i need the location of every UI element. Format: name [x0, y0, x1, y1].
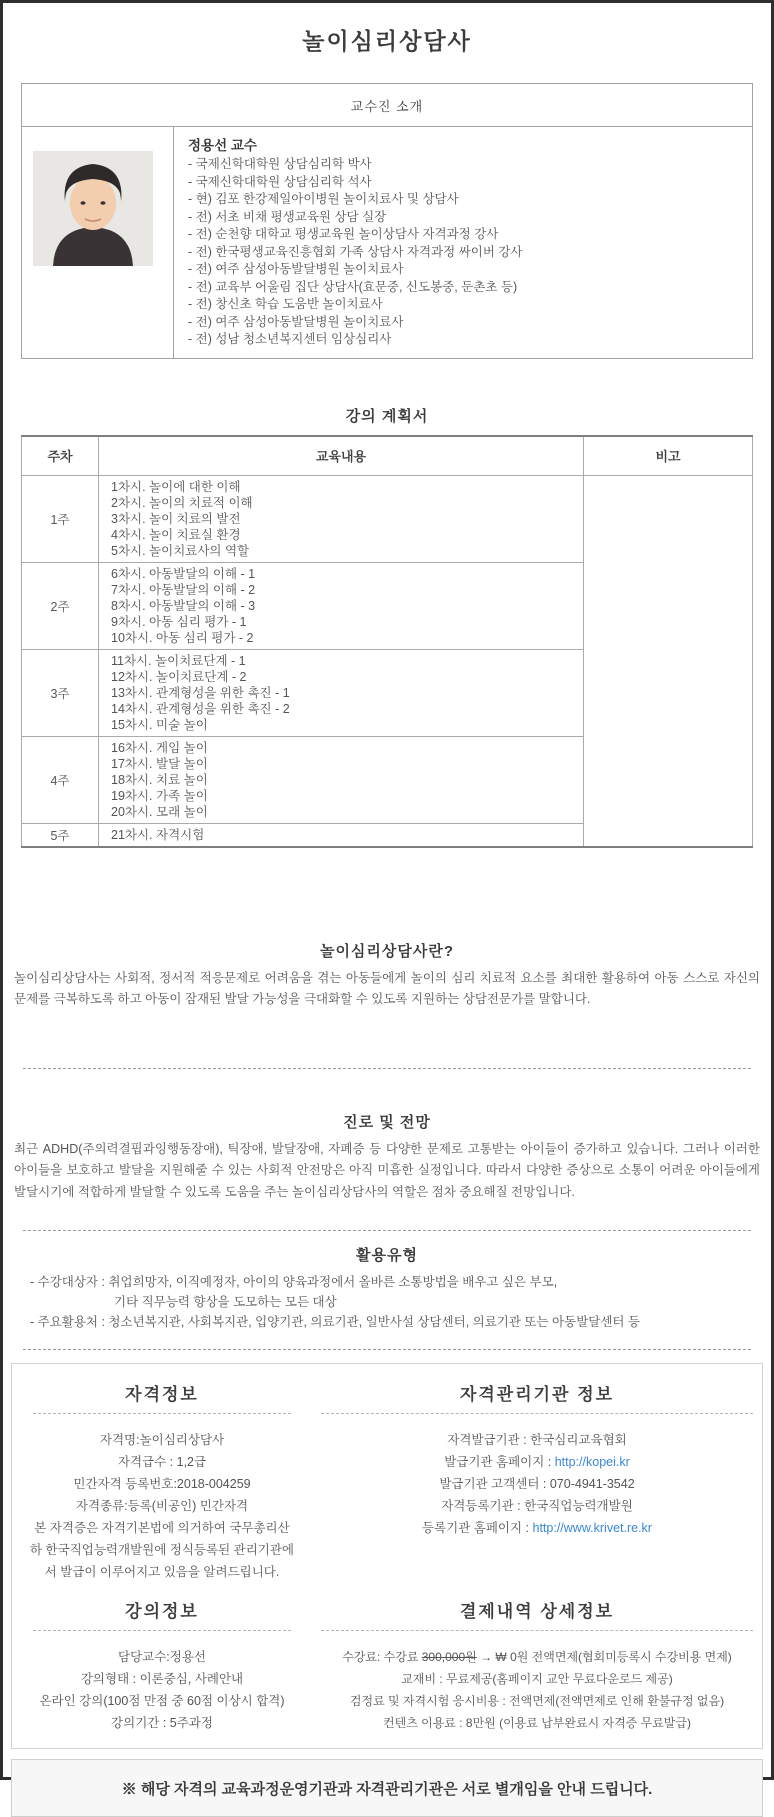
col-week: 주차 — [22, 436, 99, 476]
lesson-item: 16차시. 게임 놀이 — [111, 740, 208, 755]
about-title: 놀이심리상담사란? — [319, 942, 455, 960]
payment-section — [312, 1601, 762, 1734]
usage-line: 기타 직무능력 향상을 도모하는 모든 대상 — [114, 1295, 337, 1309]
payment-line: 검정료 및 자격시험 응시비용 : 전액면제(전액면제로 인해 환불규정 없음) — [349, 1694, 725, 1708]
lesson-item: 3차시. 놀이 치료의 발전 — [111, 511, 241, 526]
tuition-suffix: → ₩ 0원 전액면제(협회미등록시 수강비용 면제) — [476, 1650, 732, 1664]
col-content: 교육내용 — [99, 436, 584, 476]
professor-photo-cell — [22, 127, 174, 359]
content-cell — [99, 649, 584, 736]
org-label: 등록기관 홈페이지 : — [422, 1521, 533, 1535]
professor-name: 정용선 교수 — [188, 138, 257, 153]
career-line: - 국제신학대학원 상담심리학 박사 — [188, 157, 372, 171]
career-line: - 전) 순천향 대학교 평생교육원 놀이상담사 자격과정 강사 — [188, 227, 499, 241]
week-cell: 5주 — [22, 823, 99, 847]
content-cell — [99, 823, 584, 847]
lesson-item: 2차시. 놀이의 치료적 이해 — [111, 495, 253, 510]
separator — [23, 1068, 751, 1069]
usage-line: - 주요활용처 : 청소년복지관, 사회복지관, 입양기관, 의료기관, 일반사설 상담센터, 의료기관 또는 아동발달센터 등 — [30, 1315, 641, 1329]
cert-info-line: 자격급수 : 1,2급 — [117, 1455, 207, 1469]
week-cell: 2주 — [22, 562, 99, 649]
note-cell — [584, 475, 753, 847]
lesson-item: 6차시. 아동발달의 이해 - 1 — [111, 566, 256, 581]
faculty-table — [21, 83, 753, 359]
cert-info-title: 자격정보 — [125, 1385, 199, 1404]
payment-line: 컨텐츠 이용료 : 8만원 (이용료 납부완료시 자격증 무료발급) — [383, 1716, 691, 1730]
dashed-underline — [321, 1413, 753, 1414]
lesson-item: 21차시. 자격시험 — [111, 827, 205, 842]
cert-org-line — [312, 1429, 762, 1451]
syllabus-header-row — [22, 436, 753, 476]
syllabus-table — [21, 435, 753, 848]
cert-org-line — [312, 1517, 762, 1539]
week-cell: 1주 — [22, 475, 99, 562]
lesson-item: 15차시. 미술 놀이 — [111, 717, 208, 732]
dashed-underline — [33, 1630, 291, 1631]
org-value: 070-4941-3542 — [549, 1477, 635, 1491]
page-title: 놀이심리상담사 — [302, 28, 472, 54]
tuition-line — [312, 1646, 762, 1668]
lecture-info-line: 강의기간 : 5주과정 — [111, 1716, 213, 1730]
outlook-paragraph: 최근 ADHD(주의력결핍과잉행동장애), 틱장애, 발달장애, 자폐증 등 다양한 문제로 고통받는 아이들이 증가하고 있습니다. 그러나 이러한 아이들을 보호하고 발달을 지원해줄 수 있는 사회적 안전망은 아직 미흡한 실정입니다. 따라서 다양한 증상으로 소통이 어려운 아이들에게 발달시기에 적합하게 발달할 수 있도록 도움을 주는 놀이심리상담사의 역할은 점차 중요해질 전망입니다. — [14, 1141, 760, 1199]
lecture-info-line: 담당교수:정용선 — [118, 1650, 206, 1664]
lesson-item: 12차시. 놀이치료단계 - 2 — [111, 669, 247, 684]
cert-org-section — [312, 1384, 762, 1583]
lesson-item: 20차시. 모래 놀이 — [111, 804, 208, 819]
org-label: 발급기관 홈페이지 : — [444, 1455, 555, 1469]
about-paragraph: 놀이심리상담사는 사회적, 정서적 적응문제로 어려움을 겪는 아동들에게 놀이의 심리 치료적 요소를 최대한 활용하여 아동 스스로 자신의 문제를 극복하도록 하고 아동이 잠재된 발달 가능성을 극대화할 수 있도록 지원하는 상담전문가를 말합니다. — [14, 970, 760, 1006]
org-label: 자격발급기관 : — [447, 1433, 531, 1447]
lesson-item: 14차시. 관계형성을 위한 촉진 - 2 — [111, 701, 290, 716]
footer-notice-text: ※ 해당 자격의 교육과정운영기관과 자격관리기관은 서로 별개임을 안내 드립니다. — [121, 1780, 653, 1798]
cert-org-title: 자격관리기관 정보 — [459, 1385, 615, 1404]
career-line: - 전) 여주 삼성아동발달병원 놀이치료사 — [188, 262, 404, 276]
lesson-item: 19차시. 가족 놀이 — [111, 788, 208, 803]
lecture-info-section — [12, 1601, 312, 1734]
cert-org-line — [312, 1495, 762, 1517]
cert-info-section — [12, 1384, 312, 1583]
content-cell — [99, 562, 584, 649]
org-value: 한국직업능력개발원 — [524, 1499, 633, 1513]
tuition-original-price: 300,000원 — [421, 1650, 477, 1664]
week-cell: 4주 — [22, 736, 99, 823]
career-line: - 전) 창신초 학습 도움반 놀이치료사 — [188, 297, 383, 311]
cert-info-line: 서 발급이 이루어지고 있음을 알려드립니다. — [44, 1565, 280, 1579]
lesson-item: 18차시. 치료 놀이 — [111, 772, 208, 787]
lecture-info-line: 온라인 강의(100점 만점 중 60점 이상시 합격) — [39, 1694, 285, 1708]
faculty-section-title: 교수진 소개 — [22, 84, 753, 127]
cert-org-line — [312, 1473, 762, 1495]
lesson-item: 11차시. 놀이치료단계 - 1 — [111, 653, 246, 668]
org-label: 발급기관 고객센터 : — [439, 1477, 550, 1491]
payment-line: 교재비 : 무료제공(홈페이지 교안 무료다운로드 제공) — [401, 1672, 673, 1686]
career-line: - 전) 서초 비채 평생교육원 상담 실장 — [188, 209, 387, 224]
cert-info-line: 하 한국직업능력개발원에 정식등록된 관리기관에 — [30, 1543, 294, 1557]
lesson-item: 9차시. 아동 심리 평가 - 1 — [111, 614, 247, 629]
tuition-prefix: 수강료: 수강료 — [342, 1650, 422, 1664]
cert-org-line — [312, 1451, 762, 1473]
career-line: - 전) 한국평생교육진흥협회 가족 상담사 자격과정 싸이버 강사 — [188, 244, 523, 259]
content-cell — [99, 475, 584, 562]
cert-info-line: 민간자격 등록번호:2018-004259 — [73, 1477, 251, 1491]
lesson-item: 10차시. 아동 심리 평가 - 2 — [111, 630, 254, 645]
dashed-underline — [33, 1413, 291, 1414]
cert-info-line: 본 자격증은 자격기본법에 의거하여 국무총리산 — [34, 1521, 290, 1535]
lesson-item: 5차시. 놀이치료사의 역할 — [111, 543, 250, 558]
content-cell — [99, 736, 584, 823]
professor-photo — [33, 151, 153, 266]
lesson-item: 7차시. 아동발달의 이해 - 2 — [111, 582, 256, 597]
registry-homepage-link[interactable]: http://www.krivet.re.kr — [532, 1521, 652, 1535]
separator — [23, 1230, 751, 1231]
lesson-item: 4차시. 놀이 치료실 환경 — [111, 527, 241, 542]
payment-title: 결제내역 상세정보 — [459, 1602, 615, 1621]
footer-notice — [11, 1759, 763, 1817]
usage-line: - 수강대상자 : 취업희망자, 이직예정자, 아이의 양육과정에서 올바른 소통방법을 배우고 싶은 부모, — [30, 1275, 558, 1289]
dashed-underline — [321, 1630, 753, 1631]
lecture-info-line: 강의형태 : 이론중심, 사례안내 — [80, 1672, 244, 1686]
usage-lines — [30, 1272, 760, 1332]
lesson-item: 13차시. 관계형성을 위한 촉진 - 1 — [111, 685, 290, 700]
lesson-item: 8차시. 아동발달의 이해 - 3 — [111, 598, 256, 613]
col-note: 비고 — [584, 436, 753, 476]
syllabus-title: 강의 계획서 — [345, 407, 429, 425]
syllabus-row — [22, 475, 753, 562]
issuer-homepage-link[interactable]: http://kopei.kr — [554, 1455, 630, 1469]
separator — [23, 1349, 751, 1350]
career-line: - 국제신학대학원 상담심리학 석사 — [188, 174, 372, 189]
cert-info-line: 자격명:놀이심리상담사 — [99, 1433, 225, 1447]
org-label: 자격등록기관 : — [441, 1499, 525, 1513]
org-value: 한국심리교육협회 — [530, 1433, 627, 1447]
professor-info-cell — [174, 127, 753, 359]
usage-title: 활용유형 — [356, 1247, 418, 1264]
info-box — [11, 1363, 763, 1749]
career-line: - 현) 김포 한강제일아이병원 놀이치료사 및 상담사 — [188, 192, 459, 206]
lesson-item: 1차시. 놀이에 대한 이해 — [111, 479, 241, 494]
lecture-info-title: 강의정보 — [125, 1602, 199, 1621]
career-line: - 전) 교육부 어울림 집단 상담사(효문중, 신도봉중, 둔촌초 등) — [188, 279, 518, 294]
week-cell: 3주 — [22, 649, 99, 736]
career-line: - 전) 여주 삼성아동발달병원 놀이치료사 — [188, 314, 404, 329]
cert-info-line: 자격종류:등록(비공인) 민간자격 — [75, 1499, 249, 1513]
career-line: - 전) 성남 청소년복지센터 임상심리사 — [188, 332, 392, 346]
lesson-item: 17차시. 발달 놀이 — [111, 756, 208, 771]
outlook-title: 진로 및 전망 — [343, 1113, 431, 1131]
